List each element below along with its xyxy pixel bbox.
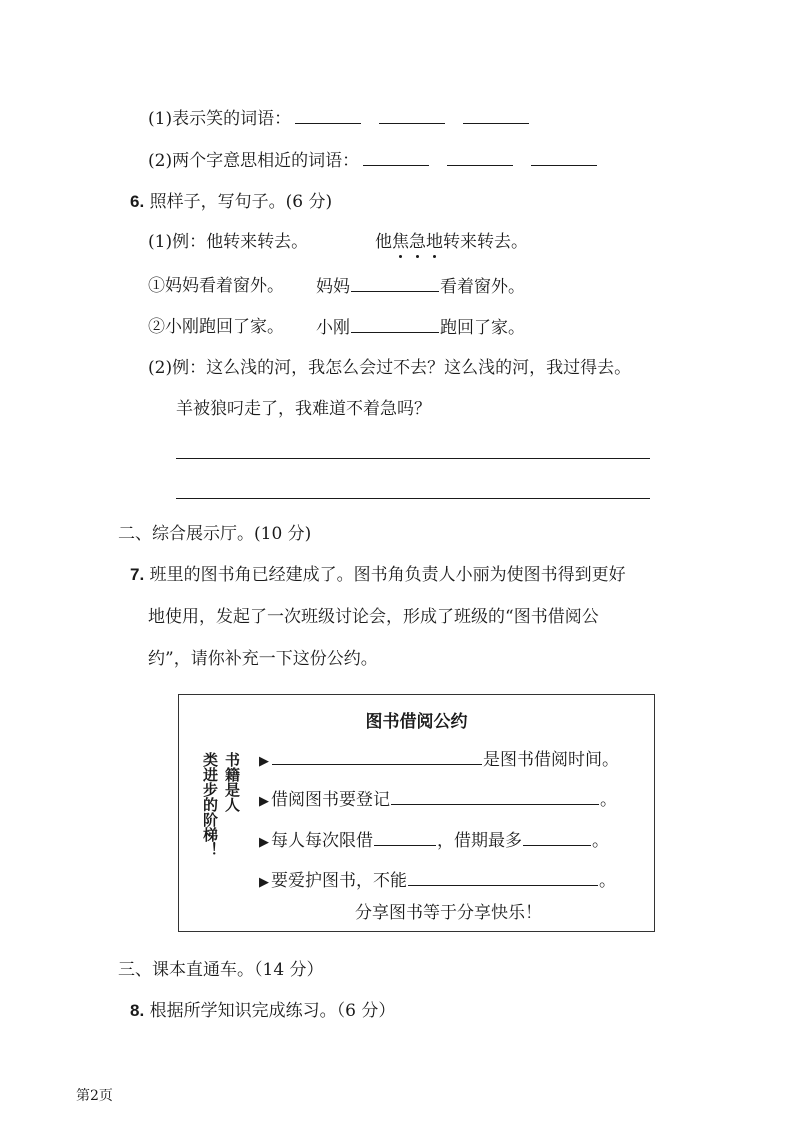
box-title: 图书借阅公约 (365, 712, 468, 732)
q6-answer-line-1[interactable] (176, 458, 650, 459)
bullet-arrow-icon: ▶ (259, 835, 269, 850)
q7-line1-text: 班里的图书角已经建成了。图书角负责人小丽为使图书得到更好 (149, 565, 626, 585)
rule-1-suffix: 是图书借阅时间。 (483, 750, 619, 770)
q6-item1-prefix: 妈妈 (316, 277, 350, 297)
q5-sub2-blank-2[interactable] (447, 148, 513, 166)
rule-3-blank-2[interactable] (523, 828, 591, 846)
motto-col-1: 书籍是人 (223, 752, 241, 812)
q5-sub1-label: (1)表示笑的词语： (148, 109, 292, 129)
rule-3-prefix: 每人每次限借 (271, 831, 373, 851)
rule-2-prefix: 借阅图书要登记 (271, 790, 390, 810)
q6-item2-suffix: 跑回了家。 (440, 318, 525, 338)
q6-heading (130, 190, 332, 214)
q6-sub1-example-answer-dotted (392, 232, 443, 252)
rule-3-mid: ，借期最多 (437, 831, 522, 851)
q7-number: 7. (130, 565, 145, 584)
rule-3 (259, 828, 609, 855)
bullet-arrow-icon: ▶ (259, 794, 269, 809)
emphasis-dot-char: 焦 (392, 232, 409, 252)
rule-4-blank[interactable] (408, 868, 598, 886)
q8-title: 根据所学知识完成练习。（6 分） (149, 1001, 396, 1021)
section2-heading (118, 522, 311, 546)
q6-item1 (148, 274, 284, 298)
rule-1 (259, 747, 619, 774)
q5-sub1-blank-2[interactable] (379, 106, 445, 124)
motto-col-2: 类进步的阶梯！ (201, 752, 219, 857)
q5-sub2-blank-1[interactable] (363, 148, 429, 166)
box-footer: 分享图书等于分享快乐！ (355, 903, 542, 923)
q5-sub2-label: (2)两个字意思相近的词语： (148, 151, 360, 171)
q6-item1-blank[interactable] (351, 274, 439, 292)
q6-item1-suffix: 看着窗外。 (440, 277, 525, 297)
rule-4-suffix: 。 (599, 871, 616, 891)
rule-3-blank-1[interactable] (374, 828, 436, 846)
q6-item2-blank[interactable] (351, 315, 439, 333)
q6-item2-prefix: 小刚 (316, 318, 350, 338)
q7-line1 (130, 563, 626, 587)
q6-answer-line-2[interactable] (176, 498, 650, 499)
q6-sub1-example-answer-post: 转来转去。 (443, 232, 528, 252)
q6-sub2-prompt-text: 羊被狼叼走了，我难道不着急吗？ (176, 399, 431, 419)
section3-heading (118, 958, 324, 982)
q8-number: 8. (130, 1001, 145, 1020)
rule-2-suffix: 。 (600, 790, 617, 810)
q5-sub2-blank-3[interactable] (531, 148, 597, 166)
q7-line2-text: 地使用，发起了一次班级讨论会，形成了班级的“图书借阅公 (148, 607, 599, 627)
q6-item1-answer (316, 274, 525, 299)
rule-2 (259, 787, 617, 814)
rule-2-blank[interactable] (391, 787, 599, 805)
rule-1-blank[interactable] (272, 747, 482, 765)
q6-title: 照样子，写句子。(6 分) (149, 192, 333, 212)
q5-sub1-blank-3[interactable] (463, 106, 529, 124)
rule-3-suffix: 。 (592, 831, 609, 851)
q7-line3 (148, 647, 378, 671)
q6-item2-sentence: ②小刚跑回了家。 (148, 317, 284, 337)
q6-sub2-example (148, 356, 631, 380)
section2-heading-text: 二、综合展示厅。(10 分) (118, 524, 312, 544)
rule-4 (259, 868, 616, 895)
bullet-arrow-icon: ▶ (259, 875, 269, 890)
q6-sub1-example-answer-pre: 他 (375, 232, 392, 252)
q8-heading (130, 999, 395, 1023)
q6-sub2-example-text: (2)例：这么浅的河，我怎么会过不去？这么浅的河，我过得去。 (148, 358, 632, 378)
q7-line3-text: 约”，请你补充一下这份公约。 (148, 649, 378, 669)
q6-number: 6. (130, 192, 145, 211)
q6-sub1-example-answer (375, 230, 528, 254)
q6-item1-sentence: ①妈妈看着窗外。 (148, 276, 284, 296)
q5-sub1-blank-1[interactable] (295, 106, 361, 124)
bullet-arrow-icon: ▶ (259, 754, 269, 769)
rule-4-prefix: 要爱护图书，不能 (271, 871, 407, 891)
q5-sub1 (148, 106, 533, 131)
q6-item2-answer (316, 315, 525, 340)
q6-sub2-prompt (176, 397, 431, 421)
borrowing-rules-box (178, 694, 655, 932)
q6-sub1-example-label: (1)例：他转来转去。 (148, 232, 309, 252)
section3-heading-text: 三、课本直通车。（14 分） (118, 960, 324, 980)
emphasis-dot-char: 地 (426, 232, 443, 252)
emphasis-dot-char: 急 (409, 232, 426, 252)
q6-sub1-example (148, 230, 308, 254)
page-number: 第2页 (76, 1088, 113, 1104)
q7-line2 (148, 605, 599, 629)
q6-item2 (148, 315, 284, 339)
q5-sub2 (148, 148, 601, 173)
